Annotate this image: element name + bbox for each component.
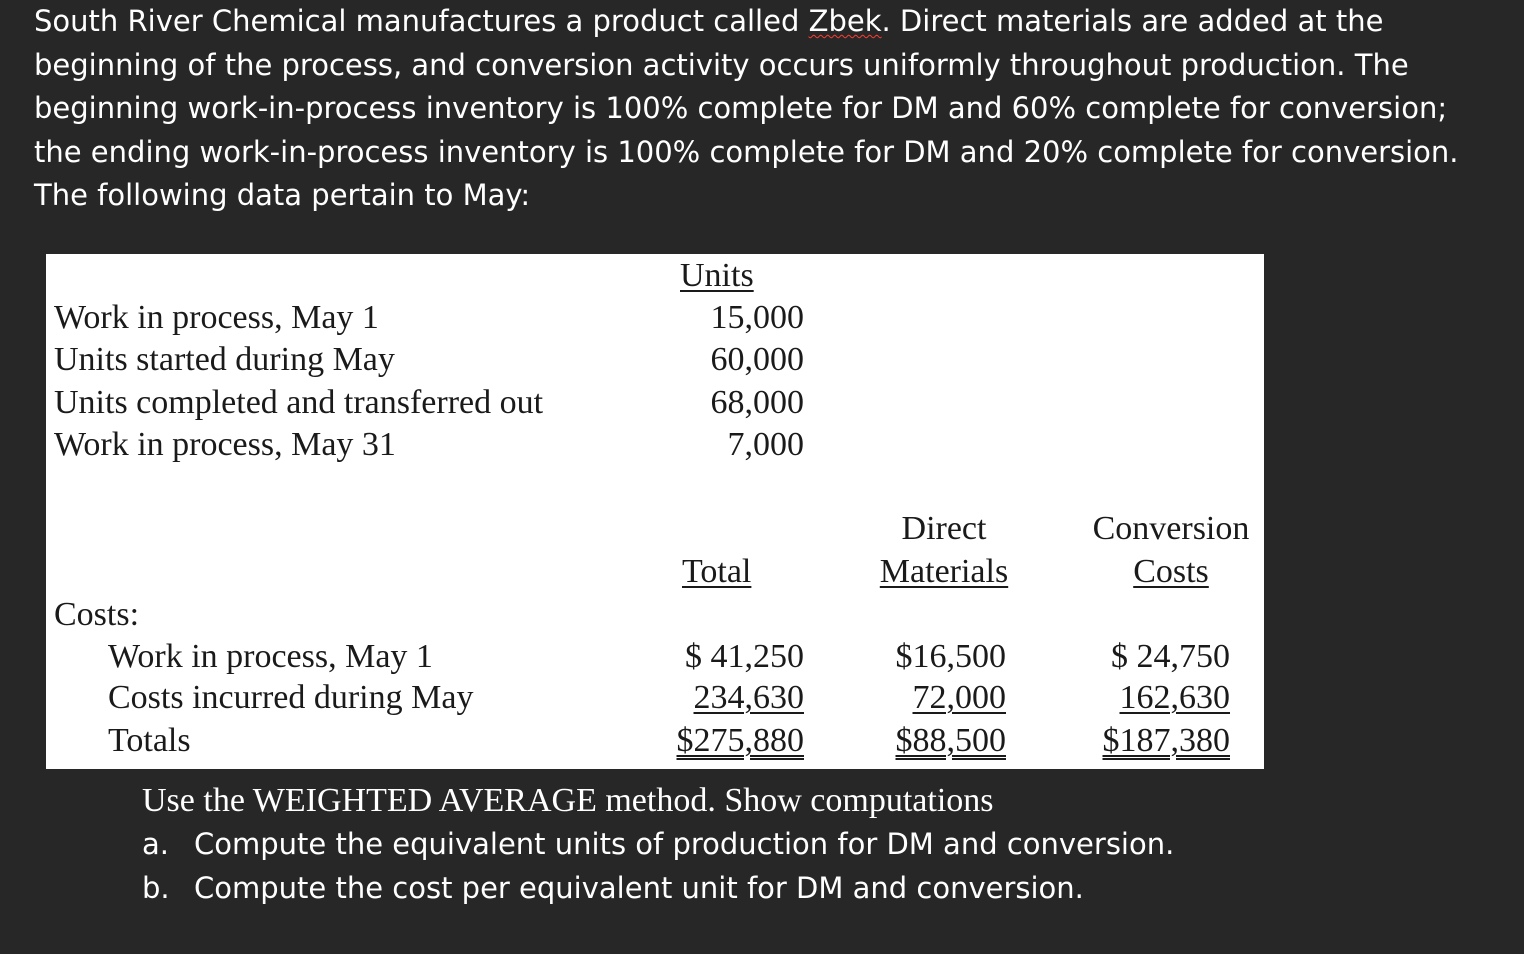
question-item (142, 866, 1174, 910)
col-header-total: Total (682, 553, 752, 590)
units-header: Units (680, 257, 754, 294)
question-text: Compute the equivalent units of production for DM and conversion. (194, 827, 1175, 861)
problem-statement (34, 0, 1474, 218)
costs-section-label: Costs: (54, 596, 140, 633)
spellcheck-word: Zbek (808, 4, 882, 38)
col-header-cc-line1: Conversion (1092, 510, 1250, 547)
units-row-value: 15,000 (710, 299, 804, 336)
cost-total-value-text: $275,880 (676, 722, 804, 759)
cost-total-value (644, 677, 804, 719)
cost-cc-value (1070, 720, 1230, 762)
cost-total-value: $ 41,250 (685, 638, 804, 675)
question-marker: b. (142, 871, 170, 905)
question-list (142, 822, 1174, 910)
cost-cc-value-text: $187,380 (1102, 722, 1230, 759)
units-row-label: Work in process, May 31 (54, 426, 396, 463)
cost-dm-value: $16,500 (895, 638, 1006, 675)
problem-text-start: South River Chemical manufactures a product called (34, 4, 809, 38)
units-row-label: Units started during May (54, 341, 395, 378)
cost-dm-value (846, 677, 1006, 719)
cost-total-value-text: 234,630 (693, 679, 804, 716)
cost-dm-value-text: $88,500 (895, 722, 1006, 759)
units-row-value: 60,000 (710, 341, 804, 378)
question-marker: a. (142, 827, 169, 861)
units-row-value: 68,000 (710, 384, 804, 421)
col-header-dm-line1: Direct (901, 510, 987, 547)
units-row-value: 7,000 (727, 426, 804, 463)
cost-cc-value-text: 162,630 (1119, 679, 1230, 716)
cost-dm-value-text: 72,000 (912, 679, 1006, 716)
cost-cc-value (1070, 677, 1230, 719)
units-row-label: Work in process, May 1 (54, 299, 379, 336)
question-item (142, 822, 1174, 866)
data-table-image (46, 254, 1264, 769)
units-row-label: Units completed and transferred out (54, 384, 544, 421)
cost-row-label: Costs incurred during May (108, 679, 474, 716)
method-instruction: Use the WEIGHTED AVERAGE method. Show computations (142, 782, 994, 819)
cost-dm-value (846, 720, 1006, 762)
cost-cc-value: $ 24,750 (1111, 638, 1230, 675)
question-text: Compute the cost per equivalent unit for DM and conversion. (194, 871, 1084, 905)
cost-total-value (644, 720, 804, 762)
problem-text-end: . Direct materials are added at the beginning of the process, and conversion activity occurs uniformly throughout production. The beginning work-in-process inventory is 100% complete for DM and 60% complete for conversion; the ending work-in-process inventory is 100% complete for DM and 20% complete for conversion. The following data pertain to May: (34, 4, 1459, 212)
cost-row-label: Work in process, May 1 (108, 638, 433, 675)
col-header-cc-line2: Costs (1133, 553, 1209, 590)
col-header-dm-line2: Materials (879, 553, 1009, 590)
cost-row-label: Totals (108, 722, 191, 759)
